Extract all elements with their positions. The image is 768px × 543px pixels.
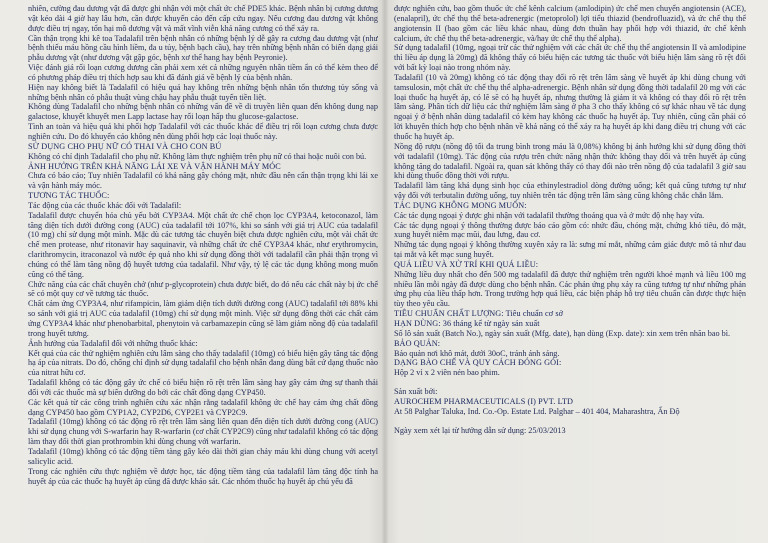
paragraph: Tadalafil không có tác động gây ức chế có biểu hiện rõ rệt trên lâm sàng hay gây cảm ứng sự thanh thải đối với các thuốc mà sự biến dưỡng do bởi các chất đồng dạng CYP450. — [28, 378, 378, 397]
paragraph: Các kết quả từ các công trình nghiên cứu xác nhận rằng tadalafil không ức chế hay cảm ứng chất đồng dạng CYP450 bao gồm CYP1A2, CYP2D6, CYP2E1 và CYP2C9. — [28, 397, 378, 417]
paragraph: At 58 Palghar Taluka, Ind. Co.-Op. Estate Ltd. Palghar – 401 404, Maharashtra, Ấn Độ — [394, 406, 680, 416]
paragraph: Cần thận trọng khi kê toa Tadalafil trên bệnh nhân có những bệnh lý dễ gây ra cương đau dương vật (như bệnh thiếu máu hồng cầu hình liềm, đa u tủy, bệnh bạch cầu), hay trên những bệnh nhân có biến dạng giải phẫu dương vật (như dương vật gập góc, bệnh xơ thể hang hay bệnh Peyronie). — [28, 33, 378, 63]
paragraph: Số lô sản xuất (Batch No.), ngày sản xuất (Mfg. date), hạn dùng (Exp. date): xin xem trên nhãn bao bì. — [394, 328, 731, 338]
paragraph: Ngày xem xét lại từ hướng dẫn sử dụng: 25/03/2013 — [394, 425, 566, 435]
right-column — [394, 4, 746, 540]
paragraph: Hiện nay không biết là Tadalafil có hiệu quả hay không trên những bệnh nhân tổn thương tủy sống và những bệnh nhân có phẫu thuật vùng chậu hay phẫu thuật tuyến tiền liệt. — [28, 82, 378, 102]
section-heading: QUÁ LIỀU VÀ XỬ TRÍ KHI QUÁ LIỀU: — [394, 259, 539, 269]
section-heading: DẠNG BÀO CHẾ VÀ QUY CÁCH ĐÓNG GÓI: — [394, 358, 562, 368]
paragraph: Những liều duy nhất cho đến 500 mg tadalafil đã được thử nghiệm trên người khoẻ mạnh và liều 100 mg nhiều lần mỗi ngày đã được dùng cho bệnh nhân. Các phản ứng phụ xảy ra cũng tương tự như những phản ứng phụ của liều thấp hơn. Trong trường hợp quá liều, các biện pháp hỗ trợ tiêu chuẩn cần được thực hiện tùy theo yêu cầu. — [394, 269, 746, 309]
section-heading: ẢNH HƯỞNG TRÊN KHẢ NĂNG LÁI XE VÀ VẬN HÀNH MÁY MÓC — [28, 161, 281, 171]
paragraph: Tình an toàn và hiệu quả khi phối hợp Tadalafil với các thuốc khác để điều trị rối loạn cương chưa được nghiên cứu. Do đó khuyến cáo không nên dùng phối hợp các loại thuốc này. — [28, 122, 378, 141]
paragraph: Tác động của các thuốc khác đối với Tadalafil: — [28, 200, 182, 210]
paragraph: Không dùng Tadalafil cho những bệnh nhân có những vấn đề về di truyền liên quan đến không dung nạp galactose, khuyết khuyết men Lapp lactase hay rối loạn hấp thu glucose-galactose. — [28, 102, 378, 122]
page-fold — [382, 0, 388, 543]
paragraph: Các tác dụng ngoại ý thông thường được báo cáo gồm có: nhức đầu, chóng mặt, chứng khó tiêu, đỏ mặt, xung huyết niêm mạc mũi, đau lưng, đau cơ. — [394, 220, 746, 240]
section-heading: BẢO QUẢN: — [394, 338, 441, 348]
paragraph: Tadalafil làm tăng khả dụng sinh học của ethinylestradiol dòng đường uống; kết quả cũng tương tự như vậy đối với terbutalin đường uống, tuy nhiên trên tác động trên lâm sàng cũng không chắc chắn lắm. — [394, 181, 746, 201]
paragraph: Các tác dụng ngoại ý được ghi nhận với tadalafil thường thoáng qua và ở mức độ nhẹ hay vừa. — [394, 210, 705, 220]
paragraph: Sản xuất bởi: — [394, 387, 438, 397]
paragraph: Không có chỉ định Tadalafil cho phụ nữ. Không làm thực nghiệm trên phụ nữ có thai hoặc nuôi con bú. — [28, 151, 367, 161]
paragraph: Tadalafil (10 và 20mg) không có tác động thay đổi rõ rệt trên lâm sàng về huyết áp khi dùng chung với tamsulosin, một chất ức chế thụ thể alpha-adrenergic. Bệnh nhân sử dụng đồng thời tadalafil 20 mg với các loại thuốc hạ huyết áp, có lẽ sẽ có hạ huyết áp, nhưng thường là giảm ít và không có thay đổi rõ rệt trên lâm sàng. Phân tích dữ liệu các thử nghiệm lâm sàng ở pha 3 cho thấy không có sự khác nhau về tác dụng ngoại ý ở bệnh nhân dùng tadalafil có kèm hay không các thuốc hạ huyết áp. Tuy nhiên, cũng cần phải có lời khuyên thích hợp cho bệnh nhân về khả năng có thể xảy ra hạ huyết áp khi đang điều trị chung với các thuốc hạ huyết áp. — [394, 72, 746, 141]
paragraph: Những tác dụng ngoại ý không thường xuyên xảy ra là: sưng mí mắt, những cảm giác được mô tả như đau tại mắt và kết mạc sung huyết. — [394, 240, 746, 260]
section-heading: TIÊU CHUẨN CHẤT LƯỢNG: Tiêu chuẩn cơ sở — [394, 309, 564, 319]
spacer — [394, 417, 746, 426]
paragraph: Trong các nghiên cứu thực nghiệm về dược học, tác động tiềm tàng của tadalafil làm tăng độc tính ha huyết áp của các thuốc hạ huyết áp cũng đã được khảo sát. Các nhóm thuốc hạ huyết áp chủ yếu đã — [28, 466, 378, 486]
paragraph: Nồng độ rượu (nồng độ tối đa trung bình trong máu là 0,08%) không bị ảnh hưởng khi sử dụng đồng thời với tadalafil (10mg). Tác động của rượu trên chức năng nhận thức không thay đổi và trên huyết áp cũng không tăng do tadalafil. Ngoài ra, quan sát không thấy có thay đổi nào trên nồng độ của tadalafil 3 giờ sau khi dùng thuốc đồng thời với rượu. — [394, 141, 746, 181]
paragraph: Ảnh hưởng của Tadalafil đối với những thuốc khác: — [28, 338, 198, 348]
section-heading: HẠN DÙNG: 36 tháng kể từ ngày sản xuất — [394, 319, 540, 328]
paragraph: Sử dụng tadalafil (10mg, ngoại trừ các thử nghiệm với các chất ức chế thụ thể angiotensin II và amlodipine thì liều áp dụng là 20mg) đã không thấy có biểu hiện các tương tác thuốc với biểu hiện lâm sàng rõ rệt đối với bất kỳ loại nào trong nhóm này. — [394, 43, 746, 73]
paragraph: Chất cảm ứng CYP3A4, như rifampicin, làm giảm diện tích dưới đường cong (AUC) tadalafil tới 88% khi so sánh với giá trị AUC của tadalafil (10mg) chỉ sử dụng một mình. Việc sử dụng đồng thời các chất cảm ứng CYP3A4 khác như phenobarbital, phenytoin và carbamazepin cũng sẽ làm giảm nồng độ của tadalafil trong huyết tương. — [28, 299, 378, 338]
section-heading: TƯƠNG TÁC THUỐC: — [28, 191, 110, 201]
section-heading: AUROCHEM PHARMACEUTICALS (I) PVT. LTD — [394, 396, 574, 406]
paragraph: Tadalafil được chuyển hóa chủ yếu bởi CYP3A4. Một chất ức chế chọn lọc CYP3A4, ketoconazol, làm tăng diện tích dưới đường cong (AUC) của tadalafil tới 107%, khi so sánh với giá trị AUC của tadalafil (10 mg) chỉ sử dụng một mình. Mặc dù các tương tác chuyên biệt chưa được nghiên cứu, một vài chất ức chế men protease, như ritonavir hay saquinavir, và những chất ức chế CYP3A4 khác, như erythromycin, clarithromycin, itraconazol và nước ép quả nho khi sử dụng đồng thời với tadalafil cần phải thận trọng vì chúng có thể làm tăng nồng độ huyết tương của tadalafil. Như vậy, tỷ lệ các tác dụng không mong muốn cũng có thể tăng. — [28, 210, 378, 279]
paragraph: Việc đánh giá rối loạn cương dương cần phải xem xét cả những nguyên nhân tiềm ẩn có thể kèm theo để có phương pháp điều trị thích hợp sau khi đã đánh giá về bệnh lý của bệnh nhân. — [28, 63, 378, 82]
section-heading: TÁC DỤNG KHÔNG MONG MUỐN: — [394, 200, 527, 210]
spacer — [394, 378, 746, 387]
section-heading: SỬ DỤNG CHO PHỤ NỮ CÓ THAI VÀ CHO CON BÚ — [28, 141, 222, 151]
paragraph: Chức năng của các chất chuyên chở (như p-glycoprotein) chưa được biết, do đó nếu các chất này bị ức chế sẽ có một quy cơ về tương tác thuốc. — [28, 279, 378, 299]
paragraph: được nghiên cứu, bao gồm thuốc ức chế kênh calcium (amlodipin) ức chế men chuyển angiotensin (ACE), (enalapril), ức chế thụ thể beta-adrenergic (metoprolol) lợi tiểu thiazid (bendrofluazid), và ức chế thụ thể angiotensin II (bao gồm các liều khác nhau, dùng đơn thuần hay phối hợp với thiazid, ức chế kênh calcium, ức chế thụ thể beta-adrenergic, và/hay ức chế thụ thể alpha). — [394, 4, 746, 43]
paragraph: Kết quả của các thử nghiệm nghiên cứu lâm sàng cho thấy tadalafil (10mg) có biểu hiện gây tăng tác động hạ áp của nitrats. Do đó, chống chỉ định sử dụng tadalafil cho bệnh nhân đang dùng bất cứ dạng thuốc nào của nitrat hữu cơ. — [28, 348, 378, 378]
paragraph: Hộp 2 vỉ x 2 viên nén bao phim. — [394, 368, 500, 378]
left-column — [28, 4, 378, 540]
paragraph: nhiên, cường đau dương vật đã được ghi nhận với một chất ức chế PDE5 khác. Bệnh nhân bị cương dương vật kéo dài 4 giờ hay lâu hơn, cần được khuyến cáo đến cấp cứu ngay. Nếu cương đau dương vật không được điều trị ngay, tổn hại mô dương vật và mất vĩnh viễn khả năng cương có thể xảy ra. — [28, 4, 378, 33]
paragraph: Tadalafil (10mg) không có tác động rõ rệt trên lâm sàng liên quan đến diện tích dưới đường cong (AUC) khi sử dụng chung với S-warfarin hay R-warfarin (cơ chất CYP2C9) cũng như tadalafil không có tác động làm thay đổi thời gian prothrombin khi dùng chung với warfarin. — [28, 417, 378, 447]
paragraph: Chưa có báo cáo; Tuy nhiên Tadalafil có khả năng gây chóng mặt, nhức đầu nên cẩn thận trọng khi lái xe và vận hành máy móc. — [28, 171, 378, 191]
paragraph: Bảo quản nơi khô mát, dưới 30oC, tránh ánh sáng. — [394, 348, 560, 358]
paragraph: Tadalafil (10mg) không có tác động tiềm tàng gây kéo dài thời gian chảy máu khi dùng chung với acetyl salicylic acid. — [28, 446, 378, 466]
